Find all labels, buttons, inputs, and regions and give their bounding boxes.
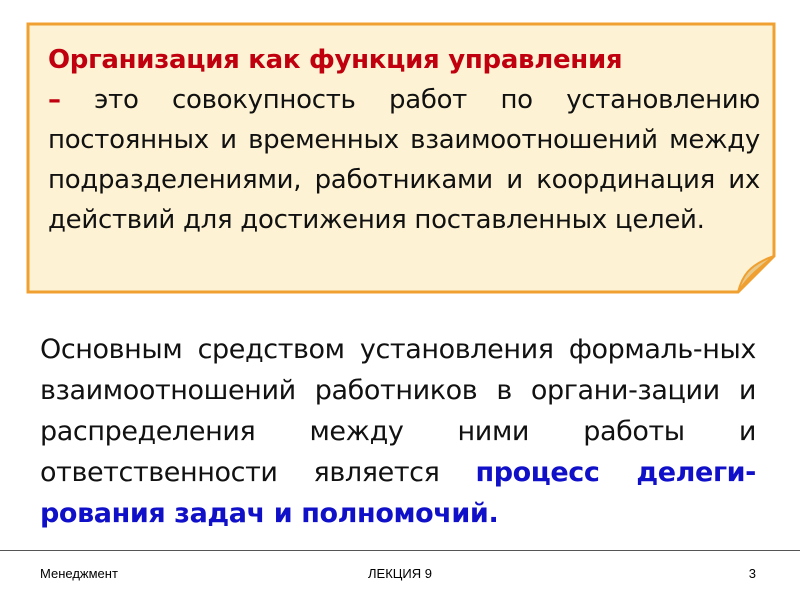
main-paragraph-text: Основным средством установления формаль-ных взаимоотношений работников в органи-зации и распределения между ними работы и ответственности является	[40, 334, 756, 488]
footer-lecture: ЛЕКЦИЯ 9	[368, 566, 432, 581]
definition-body: это совокупность работ по установлению постоянных и временных взаимоотношений между подразделениями, работниками и координация их действий для достижения поставленных целей.	[48, 85, 760, 235]
footer-page-number: 3	[748, 566, 756, 581]
definition-callout	[26, 22, 776, 294]
footer-course: Менеджмент	[40, 566, 118, 581]
definition-text	[48, 40, 760, 240]
footer-divider	[0, 550, 800, 551]
main-paragraph	[40, 329, 756, 534]
main-paragraph-highlight: процесс делеги-рования задач и полномочий.	[40, 457, 756, 529]
definition-dash: –	[48, 85, 61, 115]
definition-term: Организация как функция управления	[48, 45, 623, 75]
